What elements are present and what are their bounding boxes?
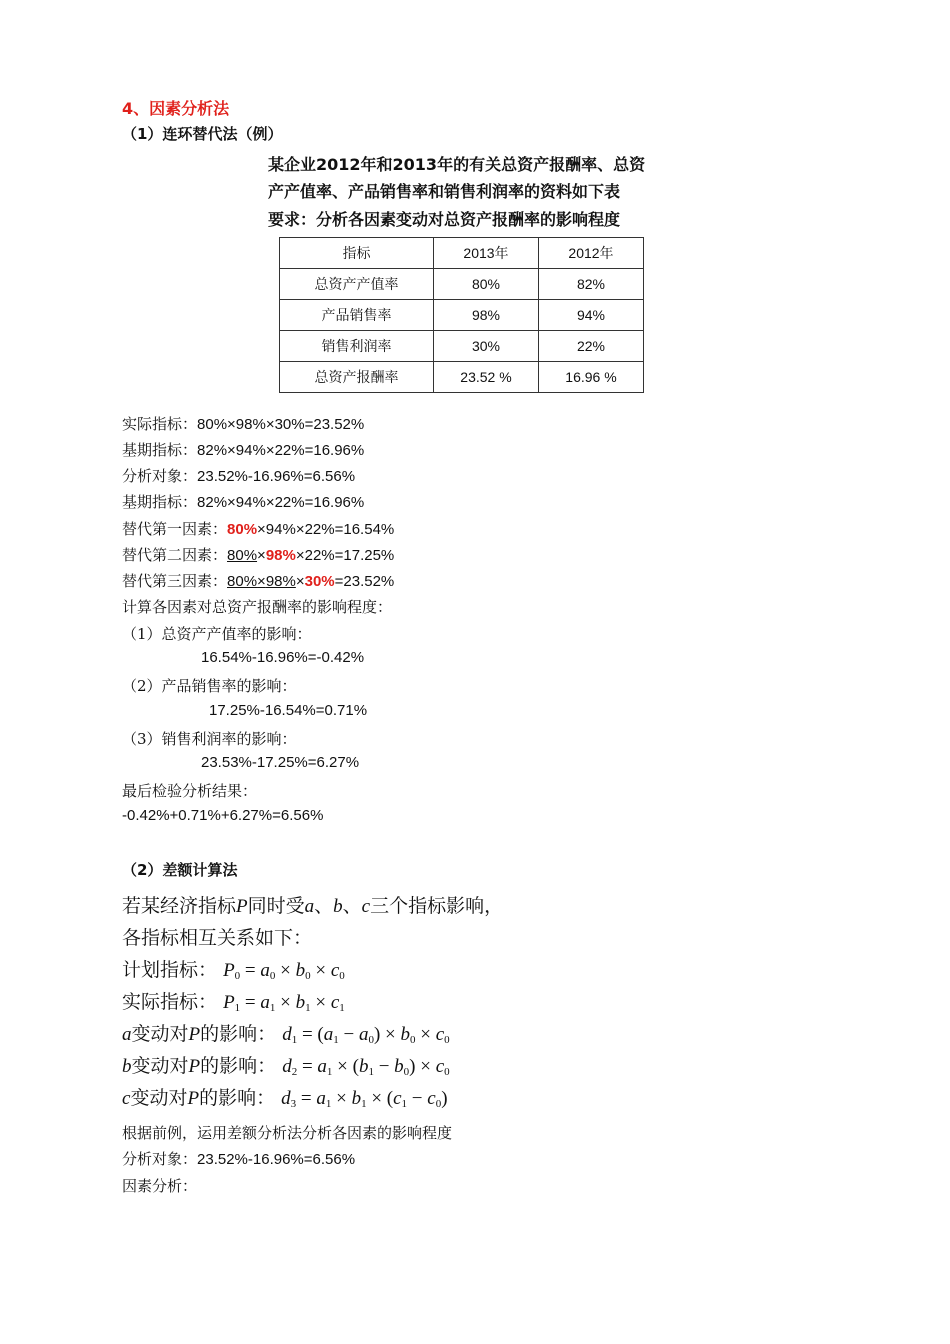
table-row [280,269,644,300]
calc-actual: 实际指标：80%×98%×30%=23.52% [122,415,365,433]
table-cell: 80% [433,269,538,300]
footer-line-1: 根据前例，运用差额分析法分析各因素的影响程度 [122,1124,453,1142]
calc-base-repeat: 基期指标：82%×94%×22%=16.96% [122,493,365,511]
table-cell: 16.96 % [538,362,643,393]
formula-plan: 计划指标： $P_0 = a_0 \times b_0 \times c_0$ [122,959,345,982]
formula-a-impact: a变动对P的影响： $d_1 = (a_1 - a_0) \times b_0 \times c_0$ [122,1023,450,1046]
table-header-row [280,238,644,269]
diff-intro-1: 若某经济指标P同时受a、b、c三个指标影响， [122,895,504,917]
header-cell: 2012年 [538,238,643,269]
impact-1-label: （1）总资产产值率的影响： [122,625,312,643]
problem-line-2: 产产值率、产品销售率和销售利润率的资料如下表 [268,182,621,201]
check-value: -0.42%+0.71%+6.27%=6.56% [122,807,324,824]
impact-title: 计算各因素对总资产报酬率的影响程度： [122,598,393,616]
table-row [280,331,644,362]
table-cell: 94% [538,300,643,331]
problem-line-3: 要求：分析各因素变动对总资产报酬率的影响程度 [268,210,621,229]
table-cell: 23.52 % [433,362,538,393]
calc-object: 分析对象：23.52%-16.96%=6.56% [122,467,356,485]
impact-3-value: 23.53%-17.25%=6.27% [201,754,360,771]
table-cell: 22% [538,331,643,362]
header-cell: 2013年 [433,238,538,269]
impact-2-label: （2）产品销售率的影响： [122,677,297,695]
check-label: 最后检验分析结果： [122,782,258,800]
footer-factor-label: 因素分析： [122,1177,198,1195]
table-row [280,300,644,331]
table-cell: 销售利润率 [280,331,434,362]
table-cell: 98% [433,300,538,331]
data-table [279,237,644,393]
calc-substitute-third: 替代第三因素：80%×98%×30%=23.52% [122,572,395,590]
subheading-difference-method: （2）差额计算法 [122,861,238,879]
problem-line-1: 某企业2012年和2013年的有关总资产报酬率、总资 [268,155,646,174]
calc-substitute-first: 替代第一因素：80%×94%×22%=16.54% [122,520,395,538]
formula-actual: 实际指标： $P_1 = a_1 \times b_1 \times c_1$ [122,991,345,1014]
diff-intro-2: 各指标相互关系如下： [122,927,313,949]
formula-b-impact: b变动对P的影响： $d_2 = a_1 \times (b_1 - b_0) \times c_0$ [122,1055,450,1078]
impact-1-value: 16.54%-16.96%=-0.42% [201,649,365,666]
table-row [280,362,644,393]
table-cell: 总资产报酬率 [280,362,434,393]
formula-c-impact: c变动对P的影响： $d_3 = a_1 \times b_1 \times (c_1 - c_0)$ [122,1087,448,1110]
section-heading: 4、因素分析法 [122,99,230,118]
table-cell: 82% [538,269,643,300]
impact-3-label: （3）销售利润率的影响： [122,730,297,748]
subheading-chain-substitution: （1）连环替代法（例） [122,125,283,143]
header-cell: 指标 [280,238,434,269]
calc-substitute-second: 替代第二因素：80%×98%×22%=17.25% [122,546,395,564]
table-cell: 总资产产值率 [280,269,434,300]
table-cell: 30% [433,331,538,362]
calc-base: 基期指标：82%×94%×22%=16.96% [122,441,365,459]
table-cell: 产品销售率 [280,300,434,331]
footer-object: 分析对象：23.52%-16.96%=6.56% [122,1150,356,1168]
impact-2-value: 17.25%-16.54%=0.71% [209,702,368,719]
